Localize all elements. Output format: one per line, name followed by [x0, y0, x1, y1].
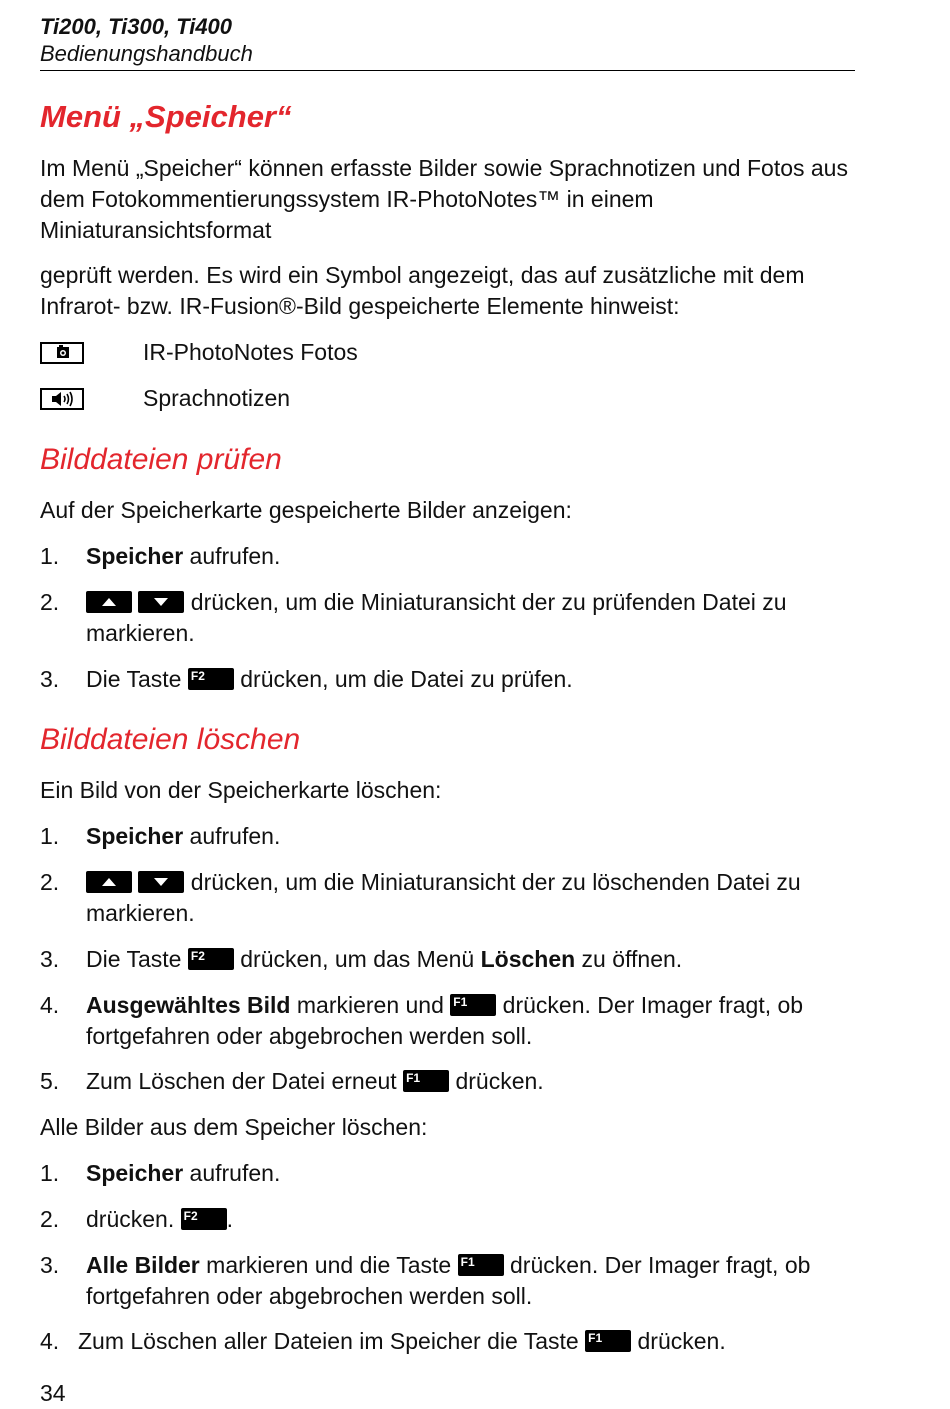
- heading-review: Bilddateien prüfen: [40, 443, 282, 476]
- f1-key-icon: F1: [458, 1254, 504, 1276]
- step-number: 1.: [40, 1160, 60, 1186]
- f2-key-icon: F2: [188, 668, 234, 690]
- step-number: 2.: [40, 589, 60, 615]
- intro-paragraph-2: geprüft werden. Es wird ein Symbol angezeigt, das auf zusätzliche mit dem Infrarot- bzw. IR-Fusion®-Bild gespeicherte Elemente hinweist:: [40, 262, 805, 319]
- step-text: aufrufen.: [183, 543, 281, 569]
- page-title: Menü „Speicher“: [40, 99, 292, 134]
- arrow-down-key-icon: [138, 591, 184, 613]
- page-number: 34: [40, 1380, 66, 1406]
- delete-intro: Ein Bild von der Speicherkarte löschen:: [40, 777, 442, 803]
- delete-all-step-2: [86, 1204, 233, 1235]
- f2-key-icon: F2: [188, 948, 234, 970]
- delete-all-step-4: [78, 1326, 726, 1357]
- step-text: Die Taste: [86, 946, 188, 972]
- running-header-model: Ti200, Ti300, Ti400: [40, 14, 233, 39]
- step-number: 5.: [40, 1068, 60, 1094]
- step-number: 1.: [40, 543, 60, 569]
- review-step-1: [86, 541, 280, 572]
- review-step-2: [86, 587, 806, 649]
- header-rule: [40, 70, 855, 71]
- speaker-icon: [40, 388, 84, 410]
- menu-name: Löschen: [480, 946, 576, 972]
- step-text: drücken, um die Miniaturansicht der zu löschenden Datei zu markieren.: [86, 869, 801, 926]
- arrow-up-key-icon: [86, 871, 132, 893]
- intro-paragraph-1: Im Menü „Speicher“ können erfasste Bilder sowie Sprachnotizen und Fotos aus dem Fotokommentierungssystem IR-PhotoNotes™ in einem Miniaturansichtsformat: [40, 155, 848, 243]
- delete-step-2: [86, 867, 816, 929]
- delete-step-4: [86, 990, 816, 1052]
- step-number: 4.: [40, 1328, 60, 1354]
- f2-key-icon: F2: [181, 1208, 227, 1230]
- delete-step-3: [86, 944, 682, 975]
- step-text: aufrufen.: [183, 1160, 281, 1186]
- step-number: 1.: [40, 823, 60, 849]
- delete-step-1: [86, 821, 280, 852]
- menu-name: Speicher: [86, 543, 184, 569]
- menu-name: Alle Bilder: [86, 1252, 200, 1278]
- step-number: 3.: [40, 666, 60, 692]
- step-text: .: [226, 1206, 233, 1232]
- f1-key-icon: F1: [585, 1330, 631, 1352]
- review-intro: Auf der Speicherkarte gespeicherte Bilder anzeigen:: [40, 497, 572, 523]
- step-number: 2.: [40, 1206, 60, 1232]
- f1-key-icon: F1: [403, 1070, 449, 1092]
- step-text: drücken, um die Datei zu prüfen.: [233, 666, 573, 692]
- menu-name: Ausgewähltes Bild: [86, 992, 291, 1018]
- step-text: drücken.: [631, 1328, 726, 1354]
- menu-name: Speicher: [86, 1160, 184, 1186]
- delete-step-5: [86, 1066, 544, 1097]
- step-text: drücken. Der Imager fragt, ob fortgefahren oder abgebrochen werden soll.: [86, 992, 804, 1049]
- step-text: Zum Löschen der Datei erneut: [86, 1068, 404, 1094]
- review-step-3: [86, 664, 573, 695]
- step-text: drücken, um das Menü: [233, 946, 481, 972]
- camera-icon: [40, 342, 84, 364]
- f1-key-icon: F1: [450, 994, 496, 1016]
- step-text: drücken.: [86, 1206, 181, 1232]
- step-text: markieren und die Taste: [199, 1252, 458, 1278]
- step-text: Die Taste: [86, 666, 188, 692]
- arrow-down-key-icon: [138, 871, 184, 893]
- running-header-manual: Bedienungshandbuch: [40, 41, 253, 66]
- step-text: aufrufen.: [183, 823, 281, 849]
- step-text: zu öffnen.: [575, 946, 683, 972]
- step-number: 3.: [40, 1252, 60, 1278]
- step-number: 2.: [40, 869, 60, 895]
- step-text: drücken. Der Imager fragt, ob fortgefahren oder abgebrochen werden soll.: [86, 1252, 811, 1309]
- step-number: 3.: [40, 946, 60, 972]
- delete-all-step-1: [86, 1158, 280, 1189]
- menu-name: Speicher: [86, 823, 184, 849]
- step-text: Zum Löschen aller Dateien im Speicher die Taste: [78, 1328, 586, 1354]
- step-text: markieren und: [290, 992, 451, 1018]
- step-text: drücken.: [449, 1068, 544, 1094]
- legend-label-photonotes: IR-PhotoNotes Fotos: [143, 339, 358, 365]
- step-text: drücken, um die Miniaturansicht der zu prüfenden Datei zu markieren.: [86, 589, 787, 646]
- delete-all-intro: Alle Bilder aus dem Speicher löschen:: [40, 1114, 428, 1140]
- arrow-up-key-icon: [86, 591, 132, 613]
- heading-delete: Bilddateien löschen: [40, 723, 301, 756]
- legend-label-voice: Sprachnotizen: [143, 385, 291, 411]
- step-number: 4.: [40, 992, 60, 1018]
- delete-all-step-3: [86, 1250, 826, 1312]
